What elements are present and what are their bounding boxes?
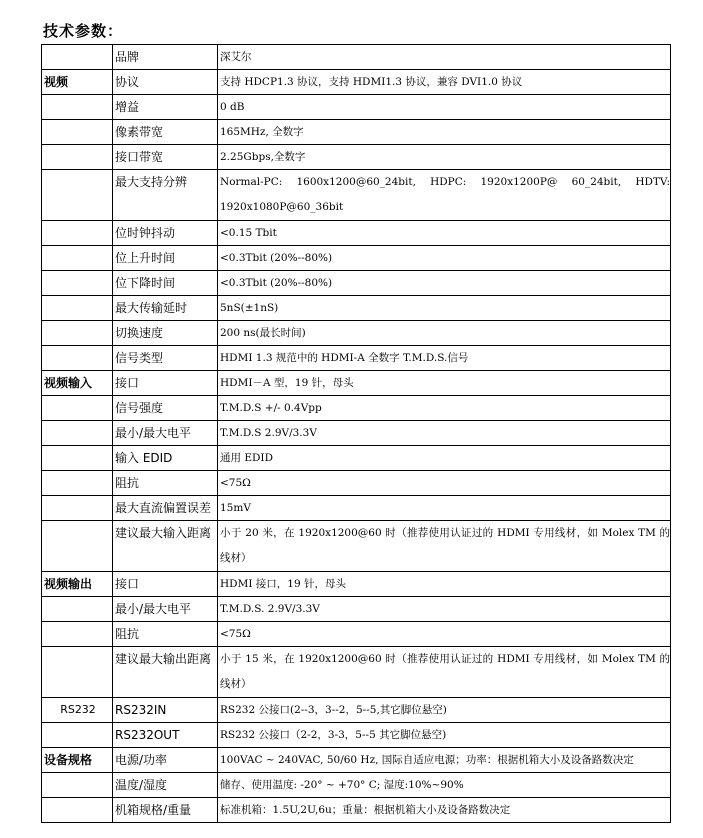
category-cell bbox=[42, 597, 113, 622]
table-row bbox=[42, 45, 671, 70]
table-row bbox=[42, 446, 671, 471]
param-value: 15mV bbox=[218, 496, 671, 521]
category-cell bbox=[42, 246, 113, 271]
param-label: 阻抗 bbox=[113, 471, 218, 496]
param-value: T.M.D.S. 2.9V/3.3V bbox=[218, 597, 671, 622]
table-row bbox=[42, 698, 671, 723]
table-row bbox=[42, 95, 671, 120]
table-row bbox=[42, 271, 671, 296]
category-cell bbox=[42, 798, 113, 823]
param-value: <0.3Tbit (20%--80%) bbox=[218, 246, 671, 271]
page-title: 技术参数： bbox=[43, 22, 124, 40]
param-label: 信号强度 bbox=[113, 396, 218, 421]
param-value: 200 ns(最长时间) bbox=[218, 321, 671, 346]
category-cell: RS232 bbox=[42, 698, 113, 723]
table-row bbox=[42, 748, 671, 773]
param-value: <0.15 Tbit bbox=[218, 221, 671, 246]
param-value: RS232 公接口（2-2，3-3，5--5 其它脚位悬空) bbox=[218, 723, 671, 748]
category-cell: 视频输出 bbox=[42, 572, 113, 597]
param-label: 温度/湿度 bbox=[113, 773, 218, 798]
param-label: 协议 bbox=[113, 70, 218, 95]
param-label: 机箱规格/重量 bbox=[113, 798, 218, 823]
table-row bbox=[42, 246, 671, 271]
param-value: 0 dB bbox=[218, 95, 671, 120]
table-row bbox=[42, 496, 671, 521]
param-value: 2.25Gbps,全数字 bbox=[218, 145, 671, 170]
table-row bbox=[42, 572, 671, 597]
param-value: 小于 15 米，在 1920x1200@60 时（推荐使用认证过的 HDMI 专用线材，如 Molex TM 的线材） bbox=[218, 647, 671, 698]
param-label: 品牌 bbox=[113, 45, 218, 70]
table-row bbox=[42, 170, 671, 221]
table-row bbox=[42, 346, 671, 371]
table-row bbox=[42, 145, 671, 170]
category-cell bbox=[42, 521, 113, 572]
param-label: 电源/功率 bbox=[113, 748, 218, 773]
param-label: 建议最大输出距离 bbox=[113, 647, 218, 698]
param-value: T.M.D.S +/- 0.4Vpp bbox=[218, 396, 671, 421]
category-cell bbox=[42, 471, 113, 496]
param-label: 输入 EDID bbox=[113, 446, 218, 471]
param-label: 最大支持分辨 bbox=[113, 170, 218, 221]
param-value: Normal-PC: 1600x1200@60_24bit, HDPC: 1920x1200P@ 60_24bit, HDTV: 1920x1080P@60_36bit bbox=[218, 170, 671, 221]
table-row bbox=[42, 622, 671, 647]
category-cell bbox=[42, 647, 113, 698]
category-cell bbox=[42, 421, 113, 446]
param-value: 通用 EDID bbox=[218, 446, 671, 471]
category-cell bbox=[42, 296, 113, 321]
param-label: RS232OUT bbox=[113, 723, 218, 748]
param-label: 接口 bbox=[113, 371, 218, 396]
param-label: 接口带宽 bbox=[113, 145, 218, 170]
param-label: 切换速度 bbox=[113, 321, 218, 346]
category-cell bbox=[42, 723, 113, 748]
table-row bbox=[42, 371, 671, 396]
param-value: T.M.D.S 2.9V/3.3V bbox=[218, 421, 671, 446]
table-row bbox=[42, 798, 671, 823]
table-row bbox=[42, 221, 671, 246]
category-cell bbox=[42, 622, 113, 647]
param-label: 位时钟抖动 bbox=[113, 221, 218, 246]
param-label: 信号类型 bbox=[113, 346, 218, 371]
param-value: <75Ω bbox=[218, 471, 671, 496]
param-value: 深艾尔 bbox=[218, 45, 671, 70]
category-cell: 视频 bbox=[42, 70, 113, 95]
table-row bbox=[42, 471, 671, 496]
param-label: 接口 bbox=[113, 572, 218, 597]
param-label: RS232IN bbox=[113, 698, 218, 723]
param-value: 标准机箱：1.5U,2U,6u；重量：根据机箱大小及设备路数决定 bbox=[218, 798, 671, 823]
table-row bbox=[42, 773, 671, 798]
category-cell bbox=[42, 321, 113, 346]
param-label: 位下降时间 bbox=[113, 271, 218, 296]
param-value: HDMI－A 型，19 针，母头 bbox=[218, 371, 671, 396]
category-cell bbox=[42, 496, 113, 521]
table-row bbox=[42, 396, 671, 421]
param-label: 最大直流偏置误差 bbox=[113, 496, 218, 521]
param-label: 最大传输延时 bbox=[113, 296, 218, 321]
param-value: HDMI 1.3 规范中的 HDMI-A 全数字 T.M.D.S.信号 bbox=[218, 346, 671, 371]
category-cell bbox=[42, 95, 113, 120]
param-value: 储存、使用温度: -20° ~ +70° C; 湿度:10%~90% bbox=[218, 773, 671, 798]
param-label: 阻抗 bbox=[113, 622, 218, 647]
param-value: 小于 20 米，在 1920x1200@60 时（推荐使用认证过的 HDMI 专用线材，如 Molex TM 的线材） bbox=[218, 521, 671, 572]
category-cell bbox=[42, 346, 113, 371]
param-label: 建议最大输入距离 bbox=[113, 521, 218, 572]
category-cell bbox=[42, 271, 113, 296]
table-row bbox=[42, 597, 671, 622]
param-value: <75Ω bbox=[218, 622, 671, 647]
param-value: <0.3Tbit (20%--80%) bbox=[218, 271, 671, 296]
spec-table bbox=[41, 44, 671, 823]
table-row bbox=[42, 296, 671, 321]
param-value: 165MHz, 全数字 bbox=[218, 120, 671, 145]
category-cell bbox=[42, 221, 113, 246]
param-label: 最小/最大电平 bbox=[113, 421, 218, 446]
param-value: 100VAC ~ 240VAC, 50/60 Hz, 国际自适应电源；功率：根据机箱大小及设备路数决定 bbox=[218, 748, 671, 773]
param-label: 增益 bbox=[113, 95, 218, 120]
category-cell: 视频输入 bbox=[42, 371, 113, 396]
category-cell bbox=[42, 773, 113, 798]
table-row bbox=[42, 723, 671, 748]
category-cell bbox=[42, 446, 113, 471]
table-row bbox=[42, 647, 671, 698]
param-value: HDMI 接口，19 针，母头 bbox=[218, 572, 671, 597]
category-cell bbox=[42, 120, 113, 145]
param-value: RS232 公接口(2--3，3--2，5--5,其它脚位悬空) bbox=[218, 698, 671, 723]
param-label: 最小/最大电平 bbox=[113, 597, 218, 622]
category-cell bbox=[42, 145, 113, 170]
param-value: 5nS(±1nS) bbox=[218, 296, 671, 321]
table-row bbox=[42, 321, 671, 346]
category-cell bbox=[42, 170, 113, 221]
category-cell bbox=[42, 45, 113, 70]
param-value: 支持 HDCP1.3 协议，支持 HDMI1.3 协议，兼容 DVI1.0 协议 bbox=[218, 70, 671, 95]
param-label: 像素带宽 bbox=[113, 120, 218, 145]
param-label: 位上升时间 bbox=[113, 246, 218, 271]
table-row bbox=[42, 421, 671, 446]
category-cell: 设备规格 bbox=[42, 748, 113, 773]
table-row bbox=[42, 70, 671, 95]
table-row bbox=[42, 521, 671, 572]
category-cell bbox=[42, 396, 113, 421]
table-row bbox=[42, 120, 671, 145]
